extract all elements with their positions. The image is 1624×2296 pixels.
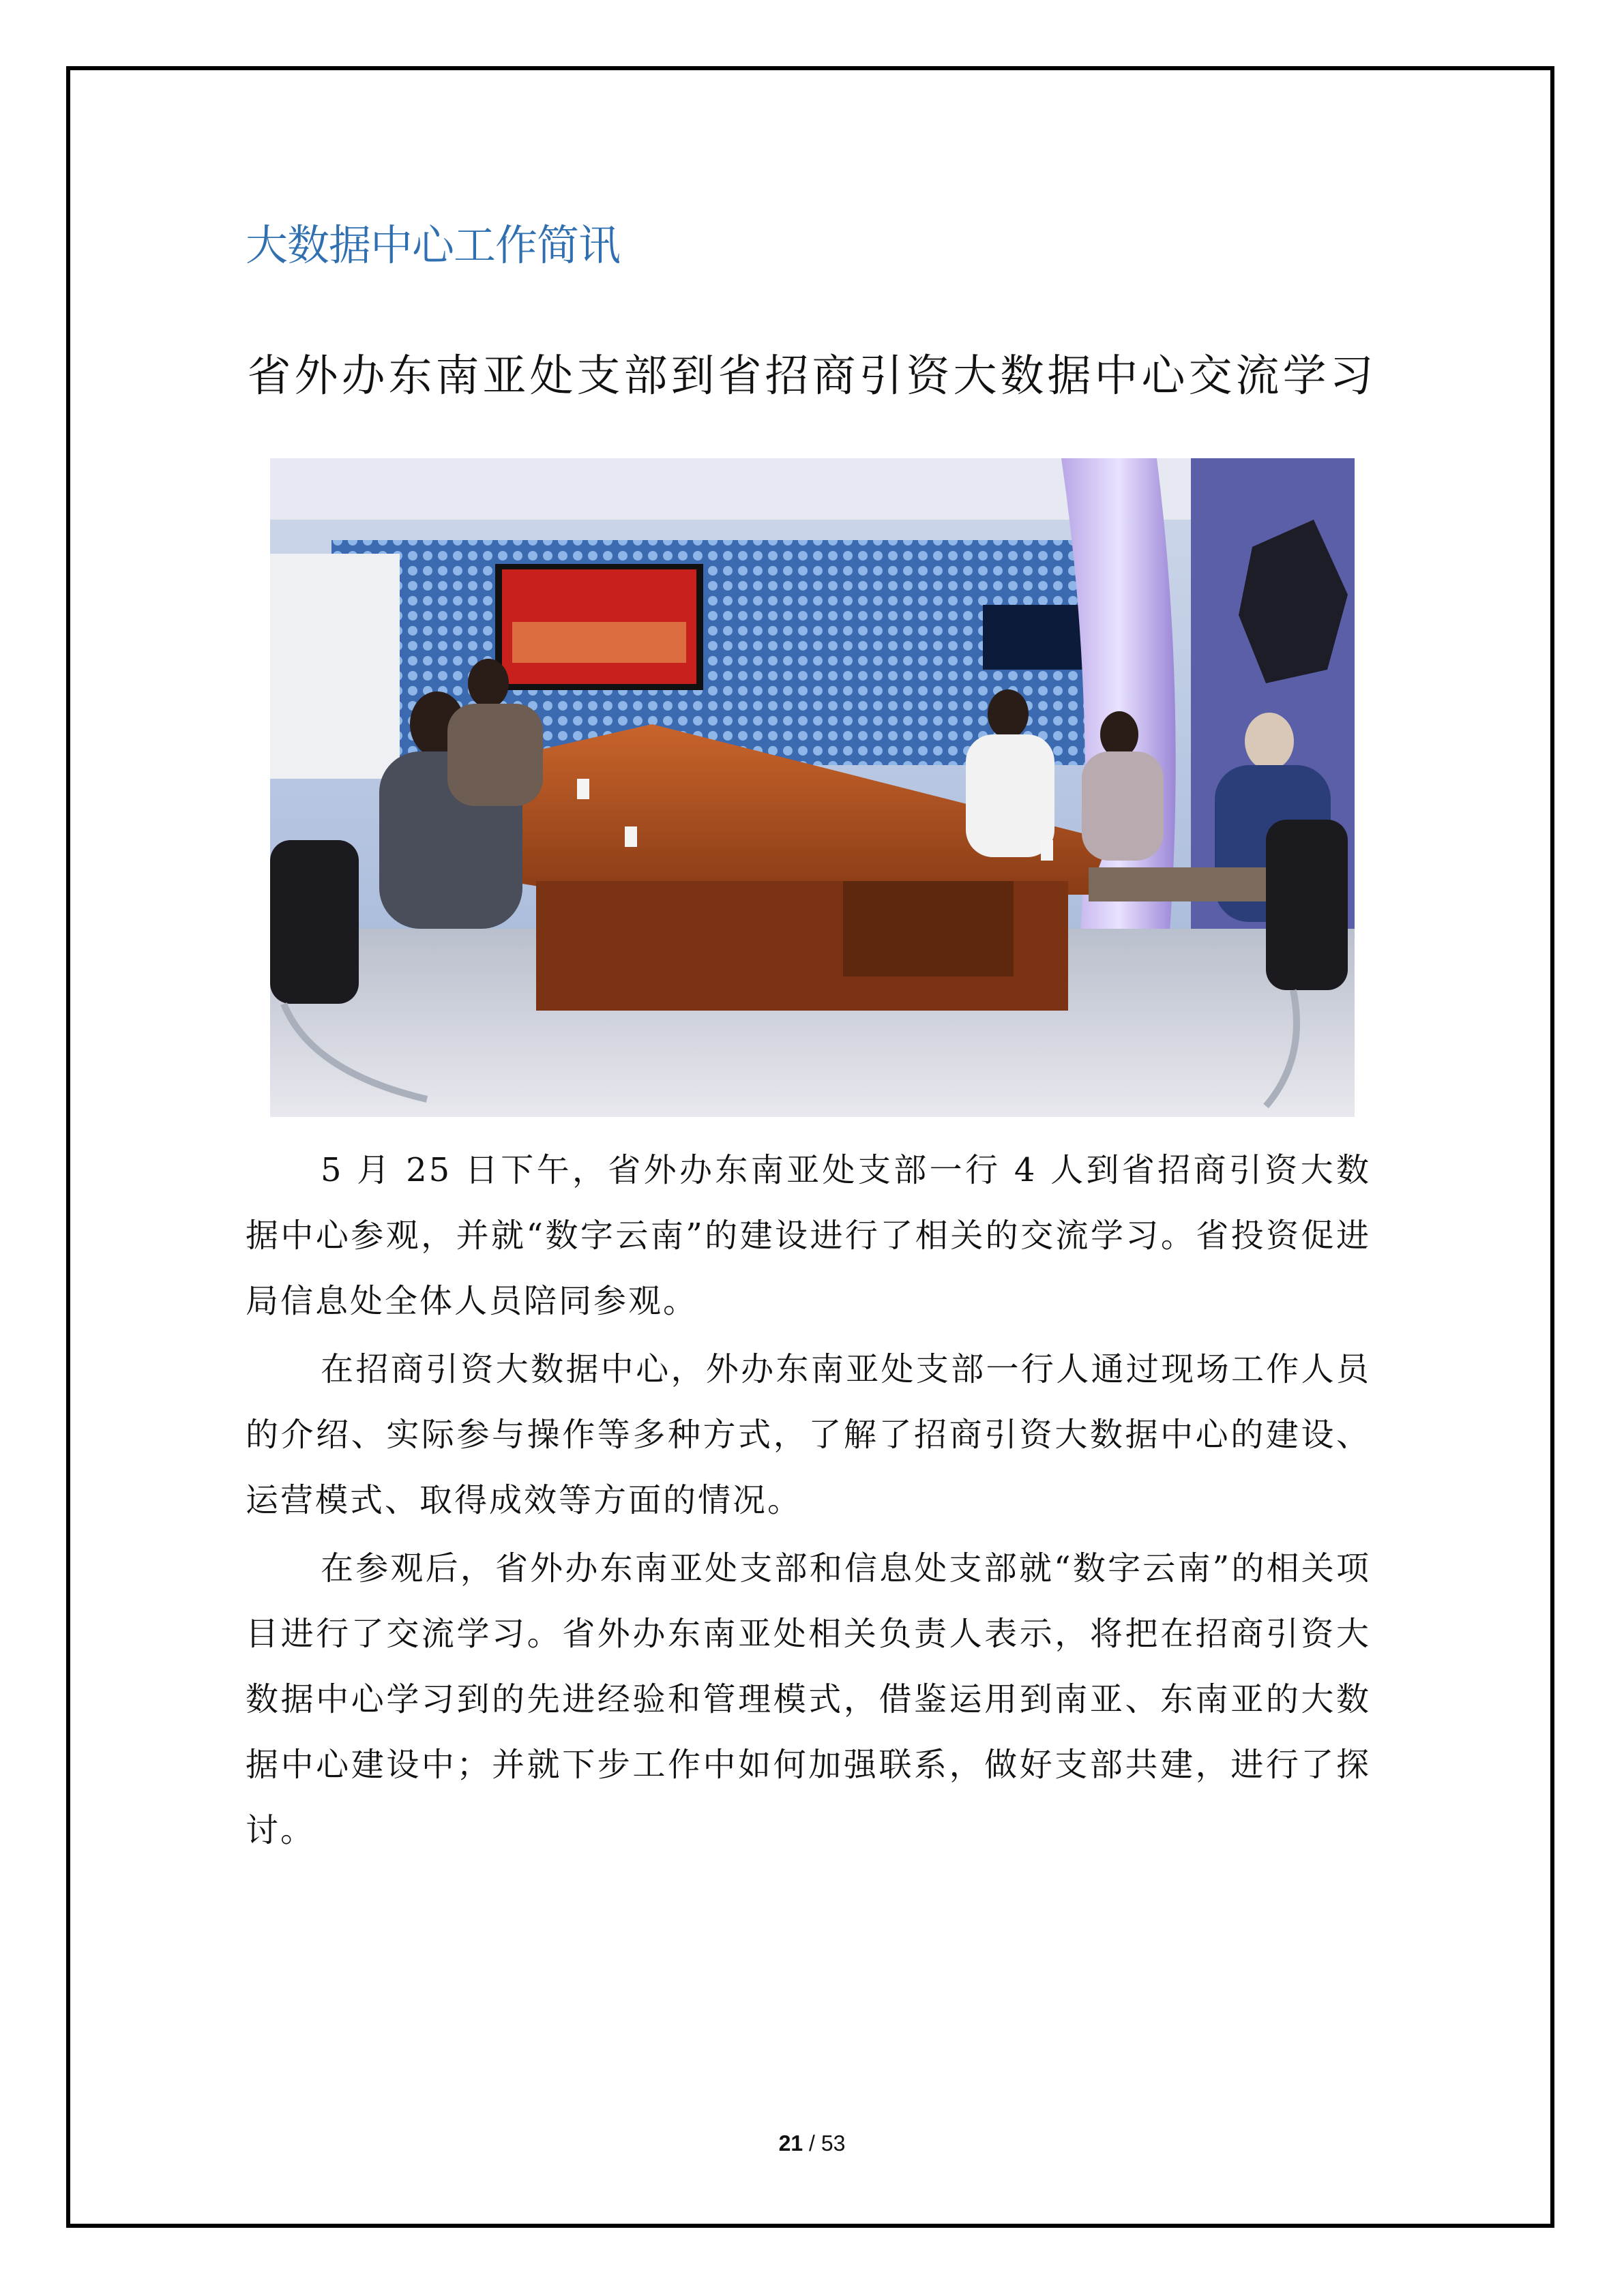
page-number [0,2131,1624,2156]
paragraph: 5 月 25 日下午，省外办东南亚处支部一行 4 人到省招商引资大数据中心参观，并就“数字云南”的建设进行了相关的交流学习。省投资促进局信息处全体人员陪同参观。 [246,1151,1371,1320]
article-title: 省外办东南亚处支部到省招商引资大数据中心交流学习 [247,351,1377,402]
meeting-photo [270,458,1355,1117]
paragraph: 在招商引资大数据中心，外办东南亚处支部一行人通过现场工作人员的介绍、实际参与操作等多种方式，了解了招商引资大数据中心的建设、运营模式、取得成效等方面的情况。 [246,1350,1371,1519]
page-separator: / [803,2131,821,2156]
article-body [246,1137,1371,1866]
section-header: 大数据中心工作简讯 [246,220,621,270]
total-pages: 53 [821,2131,846,2156]
current-page-number: 21 [778,2131,803,2156]
paragraph: 在参观后，省外办东南亚处支部和信息处支部就“数字云南”的相关项目进行了交流学习。省外办东南亚处相关负责人表示，将把在招商引资大数据中心学习到的先进经验和管理模式，借鉴运用到南亚、东南亚的大数据中心建设中；并就下步工作中如何加强联系，做好支部共建，进行了探讨。 [246,1549,1371,1849]
